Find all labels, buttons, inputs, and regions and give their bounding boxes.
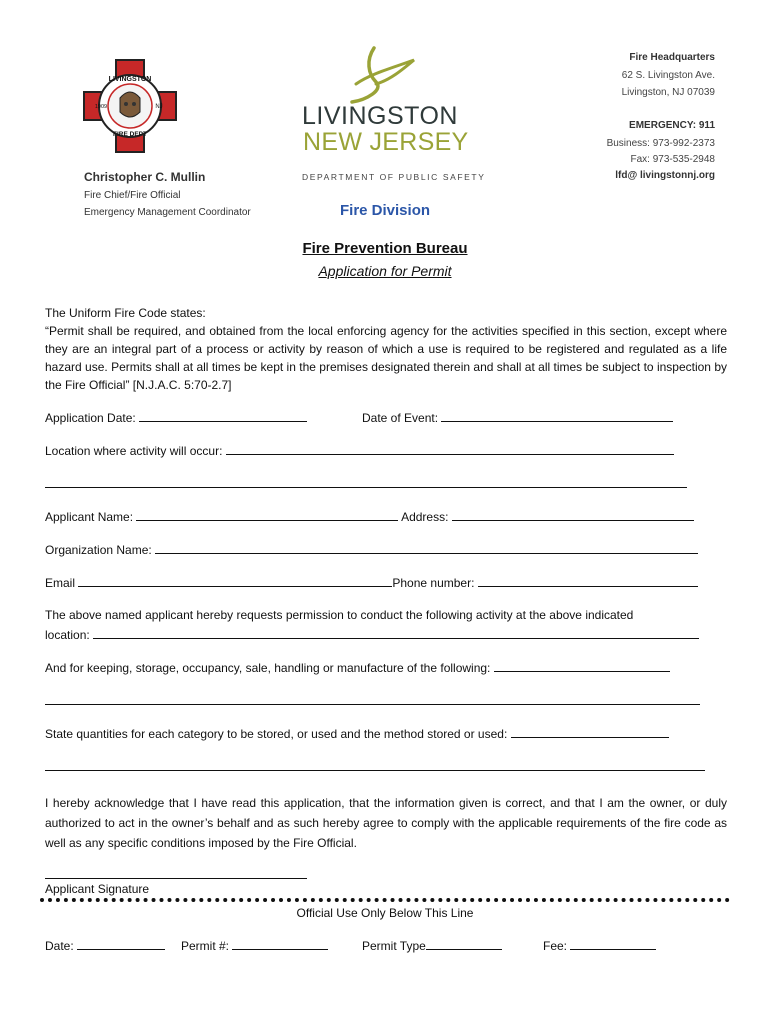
official-use-divider [40,898,730,902]
organization-field[interactable] [155,542,698,554]
applicant-name-label: Applicant Name: [45,510,134,524]
permit-type-label: Permit Type [362,939,426,953]
fee-field[interactable] [570,938,656,950]
permit-type-field[interactable] [426,938,502,950]
chief-title-emergency: Emergency Management Coordinator [84,207,251,218]
official-use-label: Official Use Only Below This Line [296,906,474,920]
logo-livingston: LIVINGSTON [302,102,458,130]
fire-division-title: Fire Division [340,202,431,219]
application-date-field[interactable] [139,410,307,422]
phone-label: Phone number: [392,576,475,590]
permit-number-field[interactable] [232,938,328,950]
quantities-field[interactable] [511,726,669,738]
activity-location-field[interactable] [93,627,699,639]
location-label: Location where activity will occur: [45,444,223,458]
badge-bottom-text: FIRE DEPT [113,131,147,138]
quantities-field-continued[interactable] [45,759,705,771]
livingston-swirl-logo-icon [346,44,418,106]
contact-email: lfd@ livingstonnj.org [615,170,715,181]
badge-left-text: 1909 [94,104,108,110]
fire-code-quote: “Permit shall be required, and obtained from the local enforcing agency for the activities specified in this section, except where they are an integral part of a process or activity by reason of which a use is required to be registered and regulated as a life hazard use. Permits shall at all times be kept in the premises designated therein and shall at all times be subject to inspection by the Fire Official” [N.J.A.C. 5:70-2.7] [45,324,727,392]
email-label: Email [45,576,76,590]
organization-label: Organization Name: [45,543,152,557]
form-subtitle: Application for Permit [318,263,452,279]
contact-fax: Fax: 973-535-2948 [630,154,715,165]
activity-request-text: The above named applicant hereby requests permission to conduct the following activity at the above indicated [45,608,634,622]
fire-dept-badge [82,58,178,154]
contact-emergency: EMERGENCY: 911 [629,120,715,131]
activity-location-label: location: [45,628,90,642]
location-field[interactable] [226,443,674,455]
address-field[interactable] [452,509,694,521]
contact-city: Livingston, NJ 07039 [621,87,715,98]
contact-business-phone: Business: 973-992-2373 [606,138,715,149]
keeping-storage-field[interactable] [494,660,670,672]
email-field[interactable] [78,575,392,587]
phone-field[interactable] [478,575,698,587]
intro-label: The Uniform Fire Code states: [45,306,206,320]
address-label: Address: [401,510,449,524]
contact-headquarters: Fire Headquarters [629,52,715,63]
form-title: Fire Prevention Bureau [302,240,468,257]
event-date-label: Date of Event: [362,411,439,425]
logo-new-jersey: NEW JERSEY [303,128,469,156]
badge-top-text: LIVINGSTON [108,76,152,83]
quantities-label: State quantities for each category to be stored, or used and the method stored or used: [45,727,508,741]
applicant-signature-field[interactable] [45,878,307,879]
keeping-storage-label: And for keeping, storage, occupancy, sale, handling or manufacture of the following: [45,661,491,675]
keeping-storage-field-continued[interactable] [45,693,700,705]
application-date-label: Application Date: [45,411,136,425]
applicant-signature-label: Applicant Signature [45,882,150,896]
permit-number-label: Permit #: [181,939,230,953]
chief-title: Fire Chief/Fire Official [84,190,181,201]
applicant-name-field[interactable] [136,509,398,521]
official-date-field[interactable] [77,938,165,950]
fee-label: Fee: [543,939,568,953]
badge-right-text: NJ [155,104,163,110]
logo-department: DEPARTMENT OF PUBLIC SAFETY [302,172,486,182]
location-field-continued[interactable] [45,476,687,488]
official-date-label: Date: [45,939,74,953]
contact-street: 62 S. Livingston Ave. [621,70,715,81]
acknowledgement-text: I hereby acknowledge that I have read this application, that the information given is correct, and that I am the owner, or duly authorized to act in the owner’s behalf and as such hereby agree to comply with the applicable requirements of the fire code as well as any specific conditions imposed by the Fire Official. [45,796,727,850]
event-date-field[interactable] [441,410,673,422]
chief-name: Christopher C. Mullin [84,170,206,184]
